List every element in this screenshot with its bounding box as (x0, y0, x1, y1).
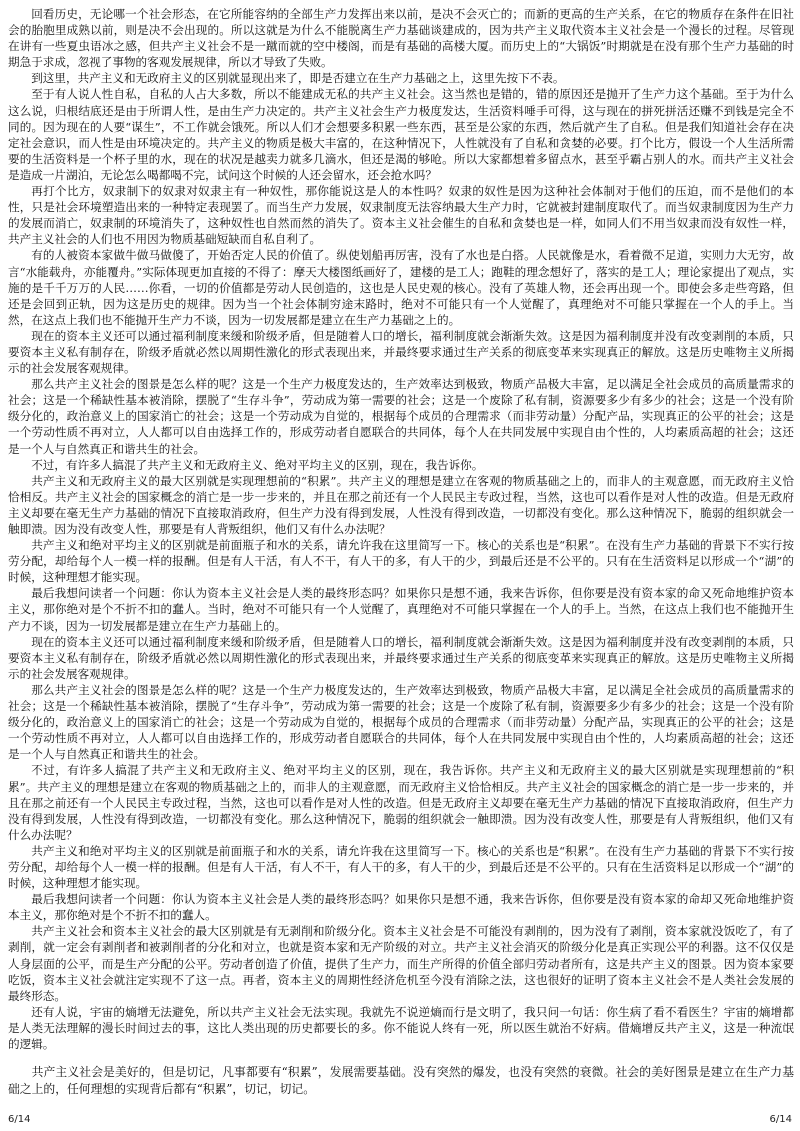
body-paragraph: 共产主义和绝对平均主义的区别就是前面瓶子和水的关系，请允许我在这里简写一下。核心的关系也是“积累”。在没有生产力基础的背景下不实行按劳分配，却给每个人一模一样的报酬。但是有人干活，有人不干，有人干的多，有人干的少，到最后还是不公平的。只有在生活资料足以形成一个“湖”的时候，这种理想才能实现。 (8, 843, 794, 891)
page-number-left: 6/14 (8, 1114, 31, 1125)
body-paragraph: 现在的资本主义还可以通过福利制度来缓和阶级矛盾，但是随着人口的增长，福利制度就会渐渐失效。这是因为福利制度并没有改变剥削的本质，只要资本主义私有制存在，阶级矛盾就必然以周期性激化的形式表现出来，并最终要求通过生产关系的彻底变革来实现真正的解放。这是历史唯物主义所揭示的社会发展客观规律。 (8, 328, 794, 376)
body-paragraph: 有的人被资本家做牛做马做傻了，开始否定人民的价值了。纵使划船再厉害，没有了水也是白搭。人民就像是水，看着微不足道，实则力大无穷，故言“水能载舟，亦能覆舟。”实际体现更加直接的不得了：摩天大楼图纸画好了，建楼的是工人；跑鞋的理念想好了，落实的是工人；理论家提出了观点，实施的是千千万万的人民……你看，一切的价值都是劳动人民创造的，这也是人民史观的核心。没有了英雄人物，还会再出现一个。即使会多走些弯路，但还是会回到正轨，因为这是历史的规律。因为当一个社会体制穷途末路时，绝对不可能只有一个人觉醒了，真理绝对不可能只掌握在一个人的手上。当然，在这点上我们也不能抛开生产力不谈，因为一切发展都是建立在生产力基础之上的。 (8, 248, 794, 327)
body-paragraph: 再打个比方，奴隶制下的奴隶对奴隶主有一种奴性，那你能说这是人的本性吗？奴隶的奴性是因为这种社会体制对于他们的压迫，而不是他们的本性，只是社会环境塑造出来的一种特定表现罢了。而当生产力发展，奴隶制度无法容纳最大生产力时，它就被封建制度取代了。而当奴隶制度因为生产力的发展而消亡，奴隶制的环境消失了，这种奴性也自然而然的消失了。资本主义社会催生的自私和贪婪也是一样，如同人们不用当奴隶而没有奴性一样，共产主义社会的人们也不用因为物质基础短缺而自私自利了。 (8, 184, 794, 247)
body-paragraph: 还有人说，宇宙的熵增无法避免，所以共产主义社会无法实现。我就先不说逆熵而行是文明了，我只问一句话：你生病了看不看医生？宇宙的熵增都是人类无法理解的漫长时间过去的事，这比人类出现的历史都要长的多。你不能说人终有一死，所以医生就治不好病。借熵增反共产主义，这是一种流氓的逻辑。 (8, 1004, 794, 1051)
body-paragraph: 现在的资本主义还可以通过福利制度来缓和阶级矛盾，但是随着人口的增长，福利制度就会渐渐失效。这是因为福利制度并没有改变剥削的本质，只要资本主义私有制存在，阶级矛盾就必然以周期性激化的形式表现出来，并最终要求通过生产关系的彻底变革来实现真正的解放。这是历史唯物主义所揭示的社会发展客观规律。 (8, 634, 794, 681)
body-paragraph: 不过，有许多人搞混了共产主义和无政府主义、绝对平均主义的区别，现在，我告诉你。共产主义和无政府主义的最大区别就是实现理想前的“积累”。共产主义的理想是建立在客观的物质基础之上的，而非人的主观意愿，而无政府主义恰恰相反。共产主义社会的国家概念的消亡是一步一步来的，并且在那之前还有一个人民民主专政过程，当然，这也可以看作是对人性的改造。但是无政府主义却要在毫无生产力基础的情况下直接取消政府，但生产力没有得到发展，人性没有得到改造，一切都没有变化。那么这种情况下，脆弱的组织就会一触即溃。因为没有改变人性，那要是有人背叛组织，他们又有什么办法呢？ (8, 763, 794, 842)
body-paragraph: 回看历史，无论哪一个社会形态，在它所能容纳的全部生产力发挥出来以前，是决不会灭亡的；而新的更高的生产关系，在它的物质存在条件在旧社会的胎胞里成熟以前，则是决不会出现的。所以这就是为什么不能脱离生产力基础谈建成的，因为共产主义取代资本主义社会是一个漫长的过程。尽管现在讲有一些夏虫语冰之感，但共产主义社会不是一蹴而就的空中楼阁，而是有基础的高楼大厦。而历史上的“大锅饭”时期就是在没有那个生产力基础的时期急于求成，忽视了事物的客观发展规律，所以才导致了失败。 (8, 7, 794, 70)
document-page (8, 6, 794, 1110)
body-paragraph: 共产主义社会和资本主义社会的最大区别就是有无剥削和阶级分化。资本主义社会是不可能没有剥削的，因为没有了剥削，资本家就没饭吃了，有了剥削，就一定会有剥削者和被剥削者的分化和对立，也就是资本家和无产阶级的对立。共产主义社会消灭的阶级分化是真正实现公平的利器。这不仅仅是人身层面的公平，而是生产分配的公平。劳动者创造了价值，提供了生产力，而生产所得的价值全部归劳动者所有，这是共产主义的图景。因为资本家要吃饭，资本主义社会就注定实现不了这一点。再者，资本主义的周期性经济危机至今没有消除之法，这也很好的证明了资本主义社会不是人类社会发展的最终形态。 (8, 924, 794, 1003)
body-paragraph: 至于有人说人性自私，自私的人占大多数，所以不能建成无私的共产主义社会。这当然也是错的，错的原因还是抛开了生产力这个基础。至于为什么这么说，归根结底还是由于所谓人性，是由生产力决定的。共产主义社会生产力极度发达，生活资料唾手可得，这与现在的拼死拼活还赚不到钱是完全不同的。因为现在的人要“谋生”，不工作就会饿死。所以人们才会想要多积累一些东西，甚至是公家的东西，然后就产生了自私。但是我们知道社会存在决定社会意识，而人性是由环境决定的。共产主义的物质是极大丰富的，在这种情况下，人性就没有了自私和贪婪的必要。打个比方，假设一个人生活所需要的生活资料是一个杯子里的水，现在的状况是越卖力就多几滴水，但还是渴的够呛。所以大家都想着多留点水，甚至乎霸占别人的水。而共产主义社会是造成一片湖泊，无论怎么喝都喝不完，试问这个时候的人还会留水，还会抢水吗？ (8, 87, 794, 182)
body-paragraph: 不过，有许多人搞混了共产主义和无政府主义、绝对平均主义的区别，现在，我告诉你。 (31, 457, 484, 472)
page-number-right: 6/14 (769, 1114, 792, 1125)
page-footer (0, 1114, 800, 1128)
body-paragraph: 那么共产主义社会的图景是怎么样的呢？这是一个生产力极度发达的，生产效率达到极致，物质产品极大丰富，足以满足全社会成员的高质量需求的社会；这是一个稀缺性基本被消除，摆脱了“生存斗争”，劳动成为第一需要的社会；这是一个废除了私有制，资源要多少有多少的社会；这是一个没有阶级分化的，政治意义上的国家消亡的社会；这是一个劳动成为自觉的，根据每个成员的合理需求（而非劳动量）分配产品，实现真正的公平的社会；这是一个劳动性质不再对立，人人都可以自由选择工作的，形成劳动者自愿联合的共同体，每个人在共同发展中实现自由个性的，人均素质高超的社会；这还是一个人与自然真正和谐共生的社会。 (8, 682, 794, 762)
body-paragraph: 共产主义和绝对平均主义的区别就是前面瓶子和水的关系，请允许我在这里简写一下。核心的关系也是“积累”。在没有生产力基础的背景下不实行按劳分配，却给每个人一模一样的报酬。但是有人干活，有人不干，有人干的多，有人干的少，到最后还是不公平的。只有在生活资料足以形成一个“湖”的时候，这种理想才能实现。 (8, 538, 794, 585)
body-paragraph: 到这里，共产主义和无政府主义的区别就显现出来了，即是否建立在生产力基础之上，这里先按下不表。 (31, 71, 565, 86)
body-paragraph: 最后我想问读者一个问题：你认为资本主义社会是人类的最终形态吗？如果你只是想不通，我来告诉你，但你要是没有资本家的命却又死命地维护资本主义，那你绝对是个不折不扣的蠢人。 (8, 892, 794, 923)
body-paragraph: 最后我想问读者一个问题：你认为资本主义社会是人类的最终形态吗？如果你只是想不通，我来告诉你，但你要是没有资本家的命又死命地维护资本主义，那你绝对是个不折不扣的蠢人。当时，绝对不可能只有一个人觉醒了，真理绝对不可能只掌握在一个人的手上。当然，在这点上我们也不能抛开生产力不谈，因为一切发展都是建立在生产力基础上的。 (8, 586, 794, 633)
article-body (8, 6, 794, 1052)
body-paragraph: 那么共产主义社会的图景是怎么样的呢？这是一个生产力极度发达的，生产效率达到极致，物质产品极大丰富，足以满足全社会成员的高质量需求的社会；这是一个稀缺性基本被消除，摆脱了“生存斗争”，劳动成为第一需要的社会；这是一个废除了私有制，资源要多少有多少的社会；这是一个没有阶级分化的，政治意义上的国家消亡的社会；这是一个劳动成为自觉的，根据每个成员的合理需求（而非劳动量）分配产品，实现真正的公平的社会；这是一个劳动性质不再对立，人人都可以自由选择工作的，形成劳动者自愿联合的共同体，每个人在共同发展中实现自由个性的，人均素质高超的社会；这还是一个人与自然真正和谐共生的社会。 (8, 377, 794, 456)
closing-paragraph: 共产主义社会是美好的，但是切记，凡事都要有“积累”，发展需要基础。没有突然的爆发，也没有突然的衰微。社会的美好图景是建立在生产力基础之上的，任何理想的实现背后都有“积累”，切记，切记。 (8, 1065, 794, 1097)
body-paragraph: 共产主义和无政府主义的最大区别就是实现理想前的“积累”。共产主义的理想是建立在客观的物质基础之上的，而非人的主观意愿，而无政府主义恰恰相反。共产主义社会的国家概念的消亡是一步一步来的，并且在那之前还有一个人民民主专政过程，当然，这也可以看作是对人性的改造。但是无政府主义却要在毫无生产力基础的情况下直接取消政府，但生产力没有得到发展，人性没有得到改造，一切都没有变化。那么这种情况下，脆弱的组织就会一触即溃。因为没有改变人性，那要是有人背叛组织，他们又有什么办法呢？ (8, 473, 794, 536)
